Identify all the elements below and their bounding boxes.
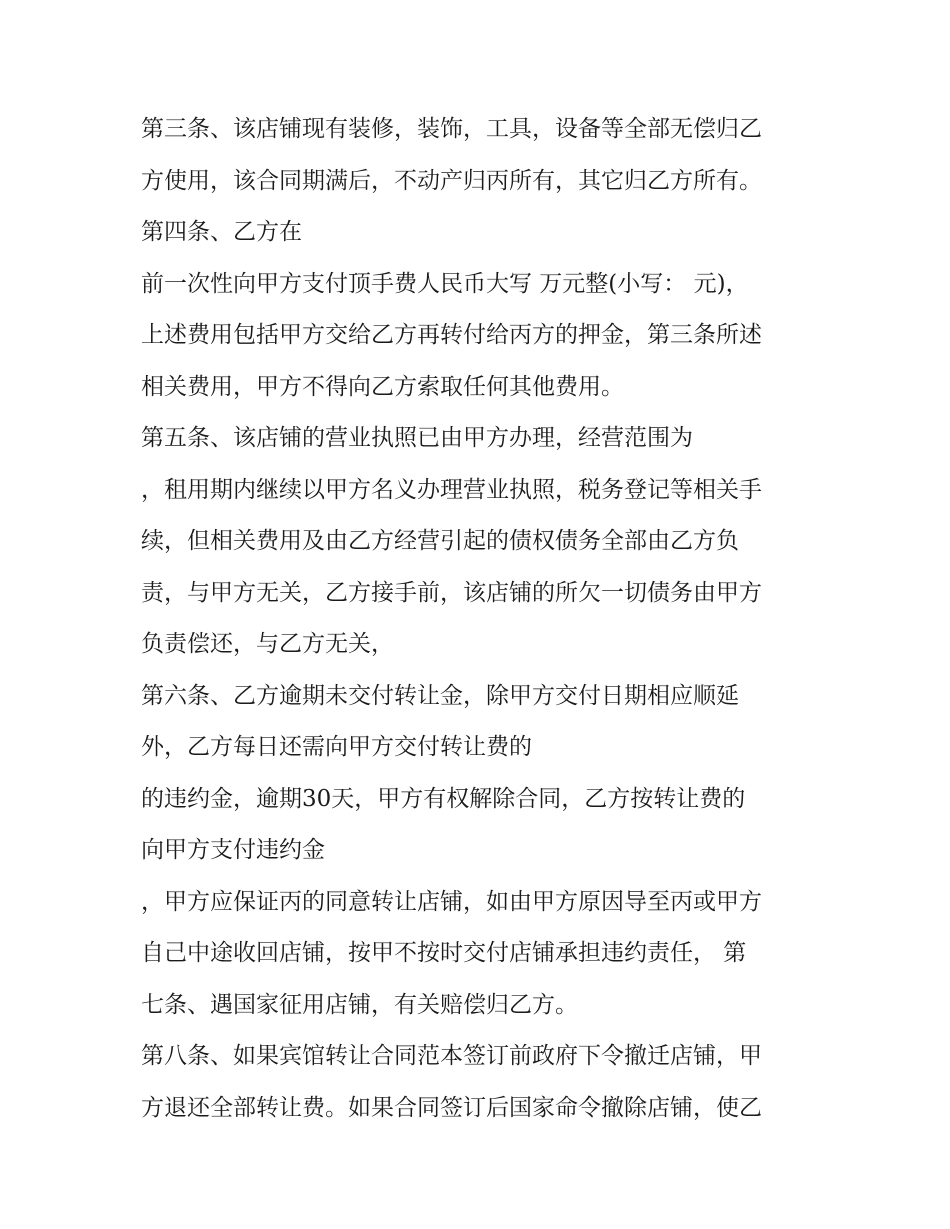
text-line: 第五条、该店铺的营业执照已由甲方办理，经营范围为 (141, 425, 693, 451)
text-line: ，甲方应保证丙的同意转让店铺，如由甲方原因导至丙或甲方 (141, 888, 762, 915)
text-line: 方使用，该合同期满后，不动产归丙所有，其它归乙方所有。 (141, 167, 762, 194)
text-line: 负责偿还，与乙方无关， (141, 631, 394, 657)
text-line: 责，与甲方无关，乙方接手前，该店铺的所欠一切债务由甲方 (141, 579, 762, 606)
text-line: 自己中途收回店铺，按甲不按时交付店铺承担违约责任， 第 (141, 940, 747, 966)
text-line: 第八条、如果宾馆转让合同范本签订前政府下令撤迁店铺，甲 (141, 1043, 762, 1069)
text-line: ，租用期内继续以甲方名义办理营业执照，税务登记等相关手 (141, 476, 762, 503)
text-line: 上述费用包括甲方交给乙方再转付给丙方的押金，第三条所述 (141, 322, 762, 348)
text-line: 的违约金，逾期30天，甲方有权解除合同，乙方按转让费的 (141, 785, 746, 812)
text-line: 相关费用，甲方不得向乙方索取任何其他费用。 (141, 373, 624, 400)
text-line: 第六条、乙方逾期未交付转让金，除甲方交付日期相应顺延 (141, 682, 739, 709)
text-line: 前一次性向甲方支付顶手费人民币大写 万元整(小写： 元)， (141, 270, 749, 297)
text-line: 续，但相关费用及由乙方经营引起的债权债务全部由乙方负 (141, 528, 739, 554)
text-line: 方退还全部转让费。如果合同签订后国家命令撤除店铺，使乙 (141, 1094, 762, 1121)
text-line: 第三条、该店铺现有装修，装饰，工具，设备等全部无偿归乙 (141, 116, 762, 142)
contract-body (141, 104, 821, 1134)
text-line: 外，乙方每日还需向甲方交付转让费的 (141, 734, 532, 760)
text-line: 向甲方支付违约金 (141, 837, 325, 863)
text-line: 七条、遇国家征用店铺，有关赔偿归乙方。 (141, 991, 578, 1018)
text-line: 第四条、乙方在 (141, 219, 302, 245)
